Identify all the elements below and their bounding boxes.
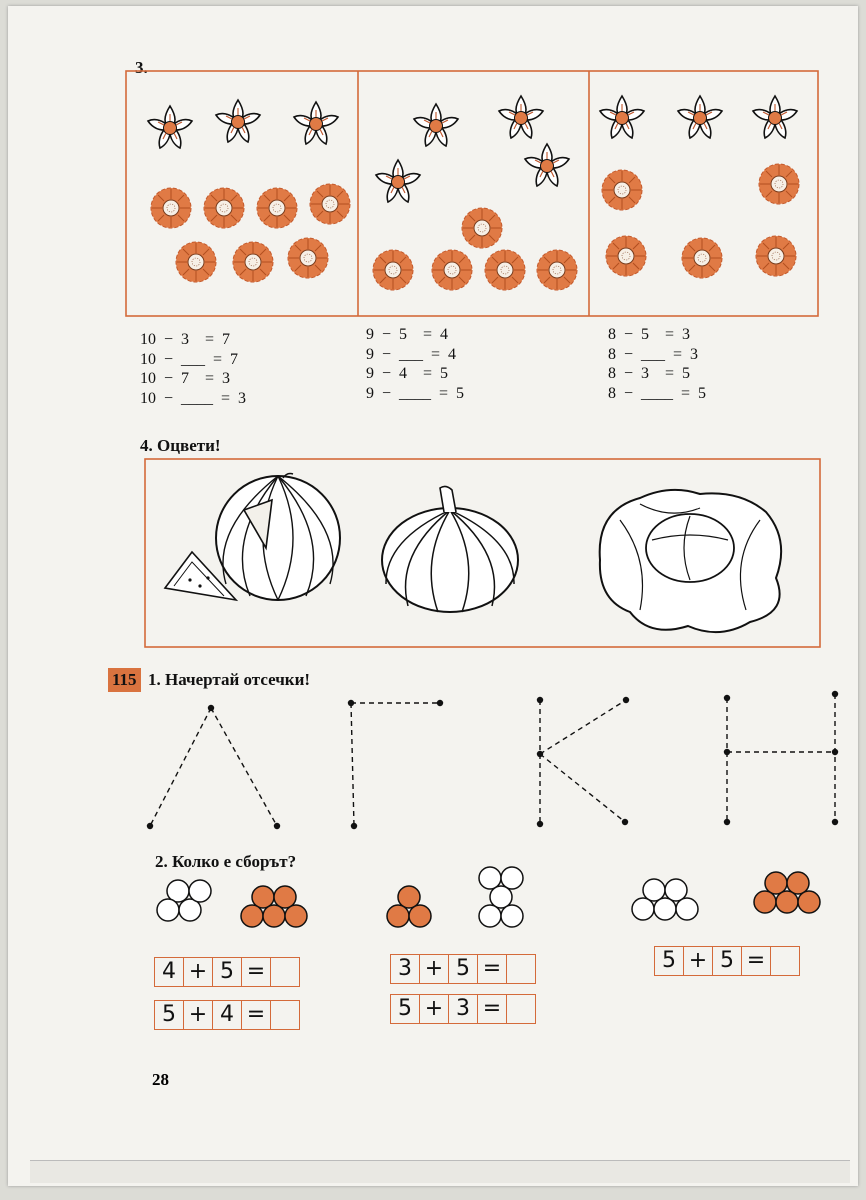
equation: 9 − 5 = 4 [366, 326, 449, 343]
equation: 10 − 3 = 7 [140, 331, 231, 348]
operator-cell: + [184, 957, 213, 987]
task3-header: 3. [135, 58, 148, 77]
equation-blank[interactable]: 9 − ___ = 4 [366, 345, 457, 363]
task4-header: 4. Оцвети! [140, 436, 221, 455]
operator-cell: + [420, 954, 449, 984]
sum-box-row[interactable] [390, 994, 536, 1022]
equation-blank[interactable]: 8 − ___ = 3 [608, 345, 699, 363]
equation: 8 − 3 = 5 [608, 365, 691, 382]
sum-box-row[interactable] [654, 946, 800, 974]
digit-cell: 5 [449, 954, 478, 984]
digit-cell: 5 [654, 946, 684, 976]
digit-cell: 5 [390, 994, 420, 1024]
equation-blank[interactable]: 8 − ____ = 5 [608, 384, 707, 402]
equals-cell: = [478, 994, 507, 1024]
equals-cell: = [242, 957, 271, 987]
equation: 8 − 5 = 3 [608, 326, 691, 343]
lesson-number-badge: 115 [108, 668, 141, 692]
digit-cell: 5 [213, 957, 242, 987]
equals-cell: = [742, 946, 771, 976]
operator-cell: + [684, 946, 713, 976]
digit-cell: 3 [390, 954, 420, 984]
operator-cell: + [184, 1000, 213, 1030]
equation-blank[interactable]: 9 − ____ = 5 [366, 384, 465, 402]
equation-blank[interactable]: 10 − ___ = 7 [140, 350, 239, 368]
answer-cell[interactable] [507, 954, 536, 984]
equation: 9 − 4 = 5 [366, 365, 449, 382]
page-number: 28 [152, 1070, 169, 1089]
digit-cell: 4 [154, 957, 184, 987]
sum-box-row[interactable] [154, 957, 300, 985]
answer-cell[interactable] [271, 1000, 300, 1030]
equals-cell: = [478, 954, 507, 984]
task2-header: 2. Колко е сборът? [155, 852, 297, 871]
digit-cell: 4 [213, 1000, 242, 1030]
task1-header-text: 1. Начертай отсечки! [148, 670, 311, 689]
page-stack-edge [30, 1160, 850, 1183]
answer-cell[interactable] [771, 946, 800, 976]
digit-cell: 3 [449, 994, 478, 1024]
operator-cell: + [420, 994, 449, 1024]
equation: 10 − 7 = 3 [140, 370, 231, 387]
sum-box-row[interactable] [154, 1000, 300, 1028]
equation-blank[interactable]: 10 − ____ = 3 [140, 389, 247, 407]
answer-cell[interactable] [271, 957, 300, 987]
answer-cell[interactable] [507, 994, 536, 1024]
digit-cell: 5 [154, 1000, 184, 1030]
equals-cell: = [242, 1000, 271, 1030]
sum-box-row[interactable] [390, 954, 536, 982]
digit-cell: 5 [713, 946, 742, 976]
